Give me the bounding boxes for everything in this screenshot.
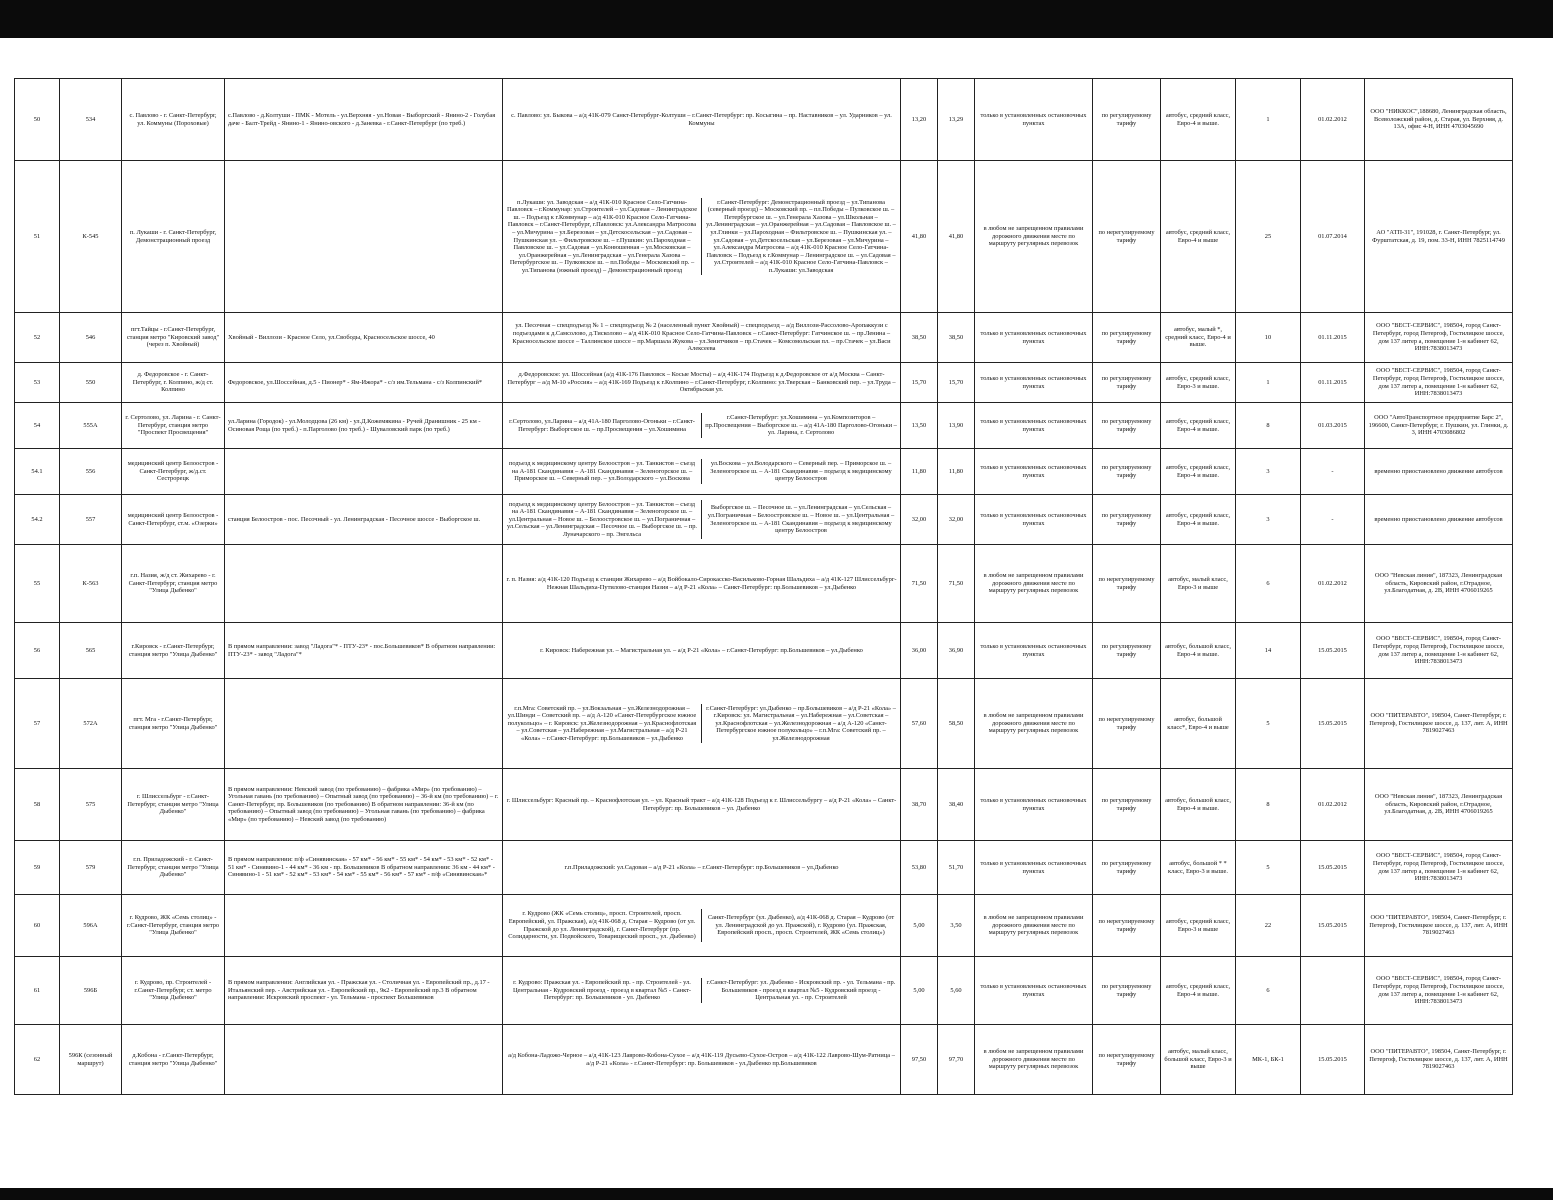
cell-order: в любом не запрещенном правилами дорожного движения месте по маршруту регулярных перевозок [975, 545, 1093, 623]
cell-carrier: ООО "ВЕСТ-СЕРВИС", 198504, город Санкт-Петербург, город Петергоф, Гостилицкое шоссе, дом 137 литер а, помещение 1-н кабинет 62, ИНН:7838013473 [1365, 957, 1513, 1025]
cell-route: 546 [60, 313, 122, 363]
cell-len-b: 13,90 [938, 403, 975, 449]
cell-vehicle: автобус, средний класс, Евро-4 и выше. [1161, 449, 1236, 495]
cell-len-a: 5,00 [901, 895, 938, 957]
cell-streets-forward: а/д Кобона-Ладожо-Черное – а/д 41К-123 Лаврово-Кобона-Сухое – а/д 41К-119 Дусьево-Сухое-Остров – а/д 41К-122 Лаврово-Шум-Ратница – а/д Р-21 «Кола» - г.Санкт-Петербург: пр. Большевиков - ул.Дыбенко пр.Большевиков [508, 1051, 895, 1067]
table-row [15, 161, 1513, 313]
cell-stops [225, 449, 503, 495]
streets-split [503, 704, 900, 744]
cell-len-b: 38,40 [938, 769, 975, 841]
cell-len-b: 32,00 [938, 495, 975, 545]
cell-name: г.п. Назия, ж/д ст. Жихарево - г. Санкт-Петербург, станция метро "Улица Дыбенко" [122, 545, 225, 623]
cell-vehicle: автобус, большой * * класс, Евро-3 и выше. [1161, 841, 1236, 895]
cell-streets-backward: г.Санкт-Петербург: ул.Дыбенко – пр.Большевиков – а/д Р-21 «Кола» – г.Кировск: ул. Магистральная – ул.Набережная – ул.Советская – ул.Краснофлотская – ул.Железнодорожная – а/д А-120 «Санкт-Петербургское южное полукольцо» – г.п.Мга: Советский пр. – ул.Железнодорожная [701, 704, 900, 744]
cell-streets-backward: Санкт-Петербург (ул. Дыбенко), а/д 41К-068 д. Старая – Кудрово (от ул. Ленинградской до ул. Пражской), г. Кудрово (ул. Пражская, Европейский просп., просп. Строителей, ЖК «Семь столиц») [701, 909, 900, 941]
cell-len-a: 53,80 [901, 841, 938, 895]
cell-count: МК-1, БК-1 [1236, 1025, 1301, 1095]
cell-order: только в установленных остановочных пунктах [975, 449, 1093, 495]
cell-route: 565 [60, 623, 122, 679]
cell-count: 25 [1236, 161, 1301, 313]
streets-split [503, 978, 900, 1003]
cell-carrier: ООО "ВЕСТ-СЕРВИС", 198504, город Санкт-Петербург, город Петергоф, Гостилицкое шоссе, дом 137 литер а, помещение 1-н кабинет 62, ИНН:7838013473 [1365, 363, 1513, 403]
cell-num: 52 [15, 313, 60, 363]
cell-len-b: 11,80 [938, 449, 975, 495]
cell-date: 15.05.2015 [1301, 841, 1365, 895]
cell-streets [503, 679, 901, 769]
cell-tariff: по нерегулируемому тарифу [1093, 679, 1161, 769]
cell-num: 51 [15, 161, 60, 313]
cell-vehicle: автобус, большой класс, Евро-4 и выше. [1161, 769, 1236, 841]
cell-streets-forward: ул. Песочная – спецподъезд № 1 – спецподъезд № 2 (населенный пункт Хвойный) – спецподъезд – а/д Виллози-Рассолово-Аропаккузи с подъездами к д.Самсолово, д.Тисколово – а/д 41К-010 Красное Село-Гатчина-Павловск – г.Санкт-Петербург: Гатчинское ш. – пр.Ленина – Красносельское шоссе – Таллинское шоссе – пр.Маршала Жукова – ул.Зенитчиков – пр.Стачек – Комсомольская пл. – пр.Стачек – ул.Васи Алексеева [512, 322, 891, 353]
cell-order: только в установленных остановочных пунктах [975, 363, 1093, 403]
table-row [15, 313, 1513, 363]
table-row [15, 545, 1513, 623]
table-row [15, 449, 1513, 495]
cell-tariff: по нерегулируемому тарифу [1093, 545, 1161, 623]
cell-len-a: 38,70 [901, 769, 938, 841]
cell-carrier: ООО "НИККОС",188680, Ленинградская область, Всеволожский район, д. Старая, ул. Верхняя, д. 13А, офис 4-Н, ИНН 4703045690 [1365, 79, 1513, 161]
cell-count: 5 [1236, 841, 1301, 895]
cell-order: только в установленных остановочных пунктах [975, 79, 1093, 161]
streets-split [503, 909, 900, 941]
cell-date: 15.05.2015 [1301, 1025, 1365, 1095]
scan-border-bottom [0, 1188, 1553, 1200]
cell-len-a: 97,50 [901, 1025, 938, 1095]
cell-tariff: по регулируемому тарифу [1093, 403, 1161, 449]
table-row [15, 1025, 1513, 1095]
cell-vehicle: автобус, большой класс*, Евро-4 и выше [1161, 679, 1236, 769]
cell-order: только в установленных остановочных пунктах [975, 403, 1093, 449]
cell-order: в любом не запрещенном правилами дорожного движения месте по маршруту регулярных перевозок [975, 679, 1093, 769]
cell-streets-forward: подъезд к медицинскому центру Белоостров – ул. Танкистов – съезд на А-181 Скандинавия – А-181 Скандинавия – Зеленогорское ш. – Приморское ш. – Северный пер. – ул.Володарского – ул.Воскова [508, 460, 695, 483]
cell-streets [503, 79, 901, 161]
cell-len-a: 5,00 [901, 957, 938, 1025]
streets-split [503, 796, 900, 813]
cell-streets [503, 841, 901, 895]
cell-date [1301, 957, 1365, 1025]
cell-name: г. Шлиссельбург - г.Санкт-Петербург, станция метро "Улица Дыбенко" [122, 769, 225, 841]
cell-streets-forward: г.Сертолово, ул.Ларина – а/д 41А-180 Парголово-Огоньки – г.Санкт-Петербург: Выборгское ш. – пр.Просвещения – ул.Хошимина [509, 417, 695, 433]
cell-name: г. Кудрово, пр. Строителей - г.Санкт-Петербург, ст. метро "Улица Дыбенко" [122, 957, 225, 1025]
cell-name: с. Павлово - г. Санкт-Петербург, ул. Коммуны (Пороховые) [122, 79, 225, 161]
cell-count: 6 [1236, 545, 1301, 623]
cell-num: 62 [15, 1025, 60, 1095]
cell-date: 01.02.2012 [1301, 79, 1365, 161]
cell-vehicle: автобус, малый класс, большой класс, Евро-3 и выше [1161, 1025, 1236, 1095]
cell-carrier: ООО "АвтоТранспортное предприятие Барс 2", 196600, Санкт-Петербург, г. Пушкин, ул. Глинки, д. 3, ИНН 4703086802 [1365, 403, 1513, 449]
cell-carrier: временно приостановлено движение автобусов [1365, 449, 1513, 495]
cell-vehicle: автобус, средний класс, Евро-3 и выше [1161, 895, 1236, 957]
cell-stops: с.Павлово - д.Колтуши - ПМК - Мотель - ул.Верхняя - ул.Новая - Выборгский - Янино-2 - Голубая даче - Балт-Трейд - Янино-1 - Янино-овского - д.Заневка - г.Санкт-Петербург (по треб.) [225, 79, 503, 161]
cell-route: 534 [60, 79, 122, 161]
cell-order: только в установленных остановочных пунктах [975, 313, 1093, 363]
cell-num: 56 [15, 623, 60, 679]
cell-stops: В прямом направлении: Английская ул. - Пражская ул. - Столичная ул. - Европейский пр., д.17 - Итальянский пер. - Австрийская ул. - Европейский пр., 9к2 - Европейский пр.3 В обратном направлении: Искровский проспект - ул. Тельмана - проспект Большевиков [225, 957, 503, 1025]
cell-stops [225, 545, 503, 623]
cell-route: 557 [60, 495, 122, 545]
cell-stops [225, 161, 503, 313]
cell-len-a: 57,60 [901, 679, 938, 769]
cell-route: 596Б [60, 957, 122, 1025]
cell-streets-forward: г. Кудрово (ЖК «Семь столиц», просп. Строителей, просп. Европейский, ул. Пражская), а/д 41К-068 д. Старая – Кудрово (от ул. Пражской до ул. Ленинградской), г. Санкт-Петербург (пр. Солидарности, ул. Подвойского, Товарищеский просп., ул. Дыбенко) [508, 910, 696, 941]
cell-date: 15.05.2015 [1301, 623, 1365, 679]
cell-stops: В прямом направлении: Невский завод (по требованию) – фабрика «Мир» (по требованию) – Угольная гавань (по требованию) – Опытный завод (по требованию) – 36-й км (по требованию) – г. Санкт-Петербург, пр. Большевиков (по требованию) В обратном направлении: 36-й км (по требованию) – Опытный завод (по требованию) – Угольная гавань (по требованию) – фабрика «Мир» (по требованию) – Невский завод (по требованию) [225, 769, 503, 841]
cell-stops [225, 1025, 503, 1095]
cell-len-a: 36,00 [901, 623, 938, 679]
cell-num: 58 [15, 769, 60, 841]
streets-split [503, 111, 900, 128]
cell-count: 3 [1236, 449, 1301, 495]
cell-carrier: ООО "ВЕСТ-СЕРВИС", 198504, город Санкт-Петербург, город Петергоф, Гостилицкое шоссе, дом 137 литер а, помещение 1-н кабинет 62, ИНН:7838013473 [1365, 313, 1513, 363]
cell-tariff: по регулируемому тарифу [1093, 623, 1161, 679]
cell-len-a: 15,70 [901, 363, 938, 403]
cell-count: 3 [1236, 495, 1301, 545]
streets-split [503, 459, 900, 484]
cell-order: только в установленных остановочных пунктах [975, 769, 1093, 841]
cell-carrier: АО "АТП-31", 191028, г. Санкт-Петербург, ул. Фурштатская, д. 19, пом. 33-Н, ИНН 7825114749 [1365, 161, 1513, 313]
table-row [15, 403, 1513, 449]
cell-len-b: 97,70 [938, 1025, 975, 1095]
cell-len-a: 32,00 [901, 495, 938, 545]
cell-carrier: ООО "ВЕСТ-СЕРВИС", 198504, город Санкт-Петербург, город Петергоф, Гостилицкое шоссе, дом 137 литер а, помещение 1-н кабинет 62, ИНН:7838013473 [1365, 623, 1513, 679]
cell-name: г. Кудрово, ЖК «Семь столиц» - г.Санкт-Петербург, станция метро "Улица Дыбенко" [122, 895, 225, 957]
table-row [15, 895, 1513, 957]
cell-streets [503, 895, 901, 957]
cell-date: 01.11.2015 [1301, 363, 1365, 403]
cell-num: 54 [15, 403, 60, 449]
cell-route: 575 [60, 769, 122, 841]
cell-vehicle: автобус, средний класс, Евро-3 и выше. [1161, 363, 1236, 403]
cell-order: только в установленных остановочных пунктах [975, 623, 1093, 679]
cell-tariff: по регулируемому тарифу [1093, 363, 1161, 403]
cell-streets-backward: Выборгское ш. – Песочное ш. – ул.Ленинградская – ул.Сельская – ул.Пограничная – Белоостровское ш. – Новое ш. – ул.Центральная – Зеленогорское ш. – А-181 Скандинавия – подъезд к медицинскому центру Белоостров [701, 500, 900, 540]
cell-vehicle: автобус, средний класс, Евро-4 и выше. [1161, 403, 1236, 449]
cell-streets-forward: подъезд к медицинскому центру Белоостров – ул. Танкистов – съезд на А-181 Скандинавия – А-181 Скандинавия – Зеленогорское ш. – ул.Центральная – Новое ш. – Белоостровское ш. – ул.Пограничная – ул.Сельская – ул.Ленинградская – Песочное ш. – Выборгское ш. – пр. Луначарского – пр. Энгельса [507, 500, 697, 538]
cell-name: г.Кировск - г.Санкт-Петербург, станция метро "Улица Дыбенко" [122, 623, 225, 679]
cell-name: г. Сертолово, ул. Ларина - г. Санкт-Петербург, станция метро "Проспект Просвещения" [122, 403, 225, 449]
table-row [15, 957, 1513, 1025]
cell-name: г.п. Приладожский - г. Санкт-Петербург, станция метро "Улица Дыбенко" [122, 841, 225, 895]
cell-tariff: по регулируемому тарифу [1093, 313, 1161, 363]
cell-len-b: 5,60 [938, 957, 975, 1025]
cell-streets-forward: с. Павлово: ул. Быкова – а/д 41К-079 Санкт-Петербург-Колтуши – г.Санкт-Петербург: пр. Косыгина – пр. Наставников – ул. Ударников – ул. Коммуны [511, 111, 892, 127]
cell-date: 15.05.2015 [1301, 679, 1365, 769]
cell-date: - [1301, 495, 1365, 545]
cell-streets [503, 403, 901, 449]
cell-route: 556 [60, 449, 122, 495]
cell-name: п. Лукаши - г. Санкт-Петербург, Демонстрационный проезд [122, 161, 225, 313]
cell-carrier: ООО "ПИТЕРАВТО", 198504, Санкт-Петербург, г. Петергоф, Гостилицкое шоссе, д. 137, лит. А, ИНН 7819027463 [1365, 895, 1513, 957]
cell-stops: Федоровское, ул.Шоссейная, д.5 - Пионер* - Ям-Ижора* - с/з им.Тельмана - с/з Колпинский* [225, 363, 503, 403]
cell-tariff: по регулируемому тарифу [1093, 79, 1161, 161]
cell-streets-backward: г.Санкт-Петербург: ул.Хошимина – ул.Композиторов – пр.Просвещения – Выборгское ш. – а/д 41А-180 Парголово-Огоньки – ул. Ларина, г. Сертолово [701, 413, 900, 438]
cell-len-b: 36,90 [938, 623, 975, 679]
streets-split [503, 575, 900, 592]
cell-name: д.Кобона - г.Санкт-Петербург, станция метро "Улица Дыбенко" [122, 1025, 225, 1095]
cell-streets [503, 313, 901, 363]
cell-len-a: 13,50 [901, 403, 938, 449]
streets-split [503, 1051, 900, 1068]
cell-streets-forward: г. Шлиссельбург: Красный пр. – Краснофлотская ул. – ул. Красный тракт – а/д 41К-128 Подъезд к г. Шлиссельбургу – а/д Р-21 «Кола» – Санкт-Петербург: пр. Большевиков – ул. Дыбенко [506, 796, 897, 812]
table-row [15, 841, 1513, 895]
cell-tariff: по регулируемому тарифу [1093, 449, 1161, 495]
cell-tariff: по нерегулируемому тарифу [1093, 1025, 1161, 1095]
cell-len-a: 71,50 [901, 545, 938, 623]
cell-vehicle: автобус, большой класс, Евро-4 и выше. [1161, 623, 1236, 679]
cell-route: 596А [60, 895, 122, 957]
cell-count: 22 [1236, 895, 1301, 957]
cell-len-b: 15,70 [938, 363, 975, 403]
cell-count: 1 [1236, 79, 1301, 161]
cell-stops [225, 679, 503, 769]
cell-count: 1 [1236, 363, 1301, 403]
cell-carrier: временно приостановлено движение автобусов [1365, 495, 1513, 545]
table-row [15, 769, 1513, 841]
cell-tariff: по регулируемому тарифу [1093, 957, 1161, 1025]
cell-tariff: по регулируемому тарифу [1093, 769, 1161, 841]
cell-date: 01.11.2015 [1301, 313, 1365, 363]
cell-name: медицинский центр Белоостров - Санкт-Петербург, ст.м. «Озерки» [122, 495, 225, 545]
cell-name: медицинский центр Белоостров - Санкт-Петербург, ж/д.ст. Сестрорецк [122, 449, 225, 495]
cell-stops: В прямом направлении: п/ф «Синявинская» - 57 км* - 56 км* - 55 км* - 54 км* - 53 км* - 52 км* - 51 км* - Синявино-1 - 44 км* - 36 км - пр. Большевиков В обратном направлении: 36 км - 44 км* - Синявино-1 - 51 км* - 52 км* - 53 км* - 54 км* - 55 км* - 56 км* - 57 км* - п/ф «Синявинская»* [225, 841, 503, 895]
cell-len-a: 11,80 [901, 449, 938, 495]
cell-vehicle: автобус, средний класс, Евро-4 и выше. [1161, 957, 1236, 1025]
cell-len-a: 41,80 [901, 161, 938, 313]
cell-len-b: 3,50 [938, 895, 975, 957]
cell-carrier: ООО "Невская линия", 187323, Ленинградская область, Кировский район, г.Отрадное, ул.Благодатная, д. 2В, ИНН 4706019265 [1365, 769, 1513, 841]
cell-streets [503, 769, 901, 841]
cell-num: 54.1 [15, 449, 60, 495]
cell-streets-forward: г. п. Назия: а/д 41К-120 Подъезд к станции Жихарево – а/д Войбокало-Сирокасско-Васильково-Горная Шальдиха – а/д 41К-127 Шлиссельбург-Нежная Шальдиха-Путилово-станция Назия – а/д Р-21 «Кола» – Санкт-Петербург: пр.Большевиков – ул.Дыбенко [506, 575, 897, 591]
cell-carrier: ООО "ВЕСТ-СЕРВИС", 198504, город Санкт-Петербург, город Петергоф, Гостилицкое шоссе, дом 137 литер а, помещение 1-н кабинет 62, ИНН:7838013473 [1365, 841, 1513, 895]
cell-vehicle: автобус, малый класс, Евро-3 и выше [1161, 545, 1236, 623]
cell-num: 60 [15, 895, 60, 957]
cell-streets [503, 363, 901, 403]
table-row [15, 363, 1513, 403]
cell-stops: ул.Ларина (Городок) - ул.Молодцова (26 км) - ул.Д.Кожемякина - Ручей Дранишник - 25 км - Осиновая Роща (по треб.) - п.Парголово (по треб.) - Шуваловский парк (по треб.) [225, 403, 503, 449]
cell-vehicle: автобус, средний класс, Евро-4 и выше. [1161, 79, 1236, 161]
cell-streets-forward: г.п.Мга: Советский пр. – ул.Вокзальная – ул.Железнодорожная – ул.Шинди – Советский пр. – а/д А-120 «Санкт-Петербургское южное полукольцо» – г. Кировск: ул.Железнодорожная – ул.Краснофлотская – ул.Советская – ул.Набережная – ул.Магистральная – а/д Р-21 «Кола» – г.Санкт-Петербург: пр.Большевиков – ул.Дыбенко [507, 704, 697, 742]
cell-order: в любом не запрещенном правилами дорожного движения месте по маршруту регулярных перевозок [975, 1025, 1093, 1095]
streets-split [503, 370, 900, 395]
cell-count: 8 [1236, 403, 1301, 449]
cell-count: 8 [1236, 769, 1301, 841]
cell-route: 550 [60, 363, 122, 403]
cell-route: 579 [60, 841, 122, 895]
cell-name: пгт. Мга - г.Санкт-Петербург, станция метро "Улица Дыбенко" [122, 679, 225, 769]
cell-len-b: 51,70 [938, 841, 975, 895]
cell-stops: Хвойный - Виллози - Красное Село, ул.Свободы, Красносельское шоссе, 40 [225, 313, 503, 363]
cell-tariff: по регулируемому тарифу [1093, 495, 1161, 545]
streets-split [503, 500, 900, 540]
cell-order: в любом не запрещенном правилами дорожного движения месте по маршруту регулярных перевозок [975, 895, 1093, 957]
cell-streets [503, 623, 901, 679]
cell-stops: станция Белоостров - пос. Песочный - ул. Ленинградская - Песочное шоссе - Выборгское ш. [225, 495, 503, 545]
cell-num: 61 [15, 957, 60, 1025]
cell-len-b: 38,50 [938, 313, 975, 363]
cell-date: 01.07.2014 [1301, 161, 1365, 313]
cell-date: - [1301, 449, 1365, 495]
cell-streets [503, 1025, 901, 1095]
cell-count: 5 [1236, 679, 1301, 769]
streets-split [503, 321, 900, 353]
cell-carrier: ООО "ПИТЕРАВТО", 198504, Санкт-Петербург, г. Петергоф, Гостилицкое шоссе, д. 137, лит. А, ИНН 7819027463 [1365, 1025, 1513, 1095]
cell-streets-forward: д.Федоровское: ул. Шоссейная (а/д 41К-176 Павловск – Косые Мосты) – а/д 41К-174 Подъезд к д.Федоровское от а/д Москва – Санкт-Петербург – а/д М-10 «Россия» – а/д 41К-169 Подъезд к г.Колпино – г.Санкт-Петербург, г.Колпино: ул.Тверская – Банковский пер. – ул.Труда – Октябрьская ул. [507, 371, 896, 394]
cell-count: 6 [1236, 957, 1301, 1025]
cell-name: д. Федоровское - г. Санкт-Петербург, г. Колпино, ж/д ст. Колпино [122, 363, 225, 403]
cell-streets-forward: г.п.Приладожский: ул.Садовая – а/д Р-21 «Кола» – г.Санкт-Петербург: пр.Большевиков – ул.Дыбенко [564, 863, 839, 871]
cell-num: 57 [15, 679, 60, 769]
cell-streets [503, 545, 901, 623]
scan-border-top [0, 0, 1553, 38]
cell-len-b: 13,29 [938, 79, 975, 161]
cell-order: только в установленных остановочных пунктах [975, 495, 1093, 545]
cell-count: 10 [1236, 313, 1301, 363]
cell-len-b: 58,50 [938, 679, 975, 769]
cell-tariff: по регулируемому тарифу [1093, 841, 1161, 895]
streets-split [503, 198, 900, 276]
cell-streets [503, 161, 901, 313]
cell-route: 572А [60, 679, 122, 769]
cell-streets-forward: г. Кировск: Набережная ул. – Магистральная ул. – а/д Р-21 «Кола» – г.Санкт-Петербург: пр.Большевиков – ул.Дыбенко [540, 646, 863, 654]
cell-len-a: 38,50 [901, 313, 938, 363]
cell-carrier: ООО "Невская линия", 187323, Ленинградская область, Кировский район, г.Отрадное, ул.Благодатная, д. 2В, ИНН 4706019265 [1365, 545, 1513, 623]
cell-vehicle: автобус, малый *, средний класс, Евро-4 и выше. [1161, 313, 1236, 363]
cell-tariff: по нерегулируемому тарифу [1093, 161, 1161, 313]
cell-name: пгт.Тайцы - г.Санкт-Петербург, станция метро "Кировский завод" (через п. Хвойный) [122, 313, 225, 363]
cell-stops: В прямом направлении: завод "Ладога"* - ПТУ-23* - пос.Большевиков* В обратном направлении: ПТУ-23* - завод "Ладога"* [225, 623, 503, 679]
cell-num: 53 [15, 363, 60, 403]
cell-num: 59 [15, 841, 60, 895]
cell-streets-forward: п.Лукаши: ул. Заводская – а/д 41К-010 Красное Село-Гатчина-Павловск – г.Коммунар: ул.Строителей – ул.Садовая – Ленинградское ш. – Подъезд к г.Коммунар – а/д 41К-010 Красное Село-Гатчина-Павловск – г.Санкт-Петербург, г.Павловск: ул.Александра Матросова – ул.Мичурина – ул.Березовая – ул.Детскосельская – ул.Садовая – Пушкинская ул. – Фильтровское ш. – г.Пушкин: ул.Пароходная – Павловское ш. – ул.Садовая – ул.Конюшенная – ул.Московская – ул.Оранжерейная – ул.Ленинградская – ул.Генерала Хазова – Петербургское ш. – Пулковское ш. – пл.Победы – Московский пр. – ул.Типанова (южный проезд) – Демонстрационный проезд [506, 198, 698, 274]
cell-date: 15.05.2015 [1301, 895, 1365, 957]
table-row [15, 79, 1513, 161]
cell-route: К-563 [60, 545, 122, 623]
streets-split [503, 413, 900, 438]
cell-route: 555А [60, 403, 122, 449]
cell-route: К-545 [60, 161, 122, 313]
cell-order: только в установленных остановочных пунктах [975, 841, 1093, 895]
cell-count: 14 [1236, 623, 1301, 679]
cell-streets-backward: г.Санкт-Петербург: ул. Дыбенко - Искровский пр. - ул. Тельмана - пр. Большевиков - проезд в квартал №5 - Кудровский проезд - Центральная ул. - пр. Строителей [701, 978, 900, 1003]
cell-len-b: 71,50 [938, 545, 975, 623]
routes-table [14, 78, 1513, 1095]
cell-route: 596К (сезонный маршрут) [60, 1025, 122, 1095]
cell-len-a: 13,20 [901, 79, 938, 161]
cell-stops [225, 895, 503, 957]
cell-num: 50 [15, 79, 60, 161]
cell-tariff: по нерегулируемому тарифу [1093, 895, 1161, 957]
cell-num: 55 [15, 545, 60, 623]
cell-streets-forward: г. Кудрово: Пражская ул. - Европейский пр. - пр. Строителей - ул. Центральная - Кудровский проезд - проезд в квартал №5 - Санкт-Петербург: пр. Большевиков - ул. Дыбенко [512, 979, 692, 1002]
streets-split [503, 863, 900, 873]
cell-order: только в установленных остановочных пунктах [975, 957, 1093, 1025]
cell-streets-backward: г.Санкт-Петербург: Демонстрационный проезд – ул.Типанова (северный проезд) – Московский пр. – пл.Победы – Пулковское ш. – Петербургское ш. – ул.Генерала Хазова – ул.Школьная – ул.Ленинградская – ул.Оранжерейная – ул.Садовая – Павловское ш. – ул.Глинки – ул.Пароходная – Фильтровское ш. – Пушкинская ул. – ул.Садовая – ул.Детскосельская – ул.Березовая – ул.Мичурина – ул.Александра Матросова – а/д 41К-010 Красное Село-Гатчина-Павловск – Подъезд к г.Коммунар – Ленинградское ш. – ул.Садовая – ул.Строителей – а/д 41К-010 Красное Село-Гатчина-Павловск – п.Лукаши: ул.Заводская [701, 198, 900, 276]
table-row [15, 623, 1513, 679]
table-row [15, 495, 1513, 545]
streets-split [503, 646, 900, 656]
cell-num: 54.2 [15, 495, 60, 545]
cell-date: 01.02.2012 [1301, 545, 1365, 623]
cell-streets-backward: ул.Воскова – ул.Володарского – Северный пер. – Приморское ш. – Зеленогорское ш. – А-181 Скандинавия – подъезд к медицинскому центру Белоостров [701, 459, 900, 484]
cell-streets [503, 957, 901, 1025]
cell-date: 01.02.2012 [1301, 769, 1365, 841]
cell-date: 01.03.2015 [1301, 403, 1365, 449]
routes-register-page [14, 78, 1512, 1095]
cell-carrier: ООО "ПИТЕРАВТО", 198504, Санкт-Петербург, г. Петергоф, Гостилицкое шоссе, д. 137, лит. А, ИНН 7819027463 [1365, 679, 1513, 769]
cell-vehicle: автобус, средний класс, Евро-4 и выше. [1161, 495, 1236, 545]
cell-order: в любом не запрещенном правилами дорожного движения месте по маршруту регулярных перевозок [975, 161, 1093, 313]
cell-len-b: 41,80 [938, 161, 975, 313]
table-row [15, 679, 1513, 769]
cell-streets [503, 449, 901, 495]
cell-streets [503, 495, 901, 545]
cell-vehicle: автобус, средний класс, Евро-4 и выше [1161, 161, 1236, 313]
